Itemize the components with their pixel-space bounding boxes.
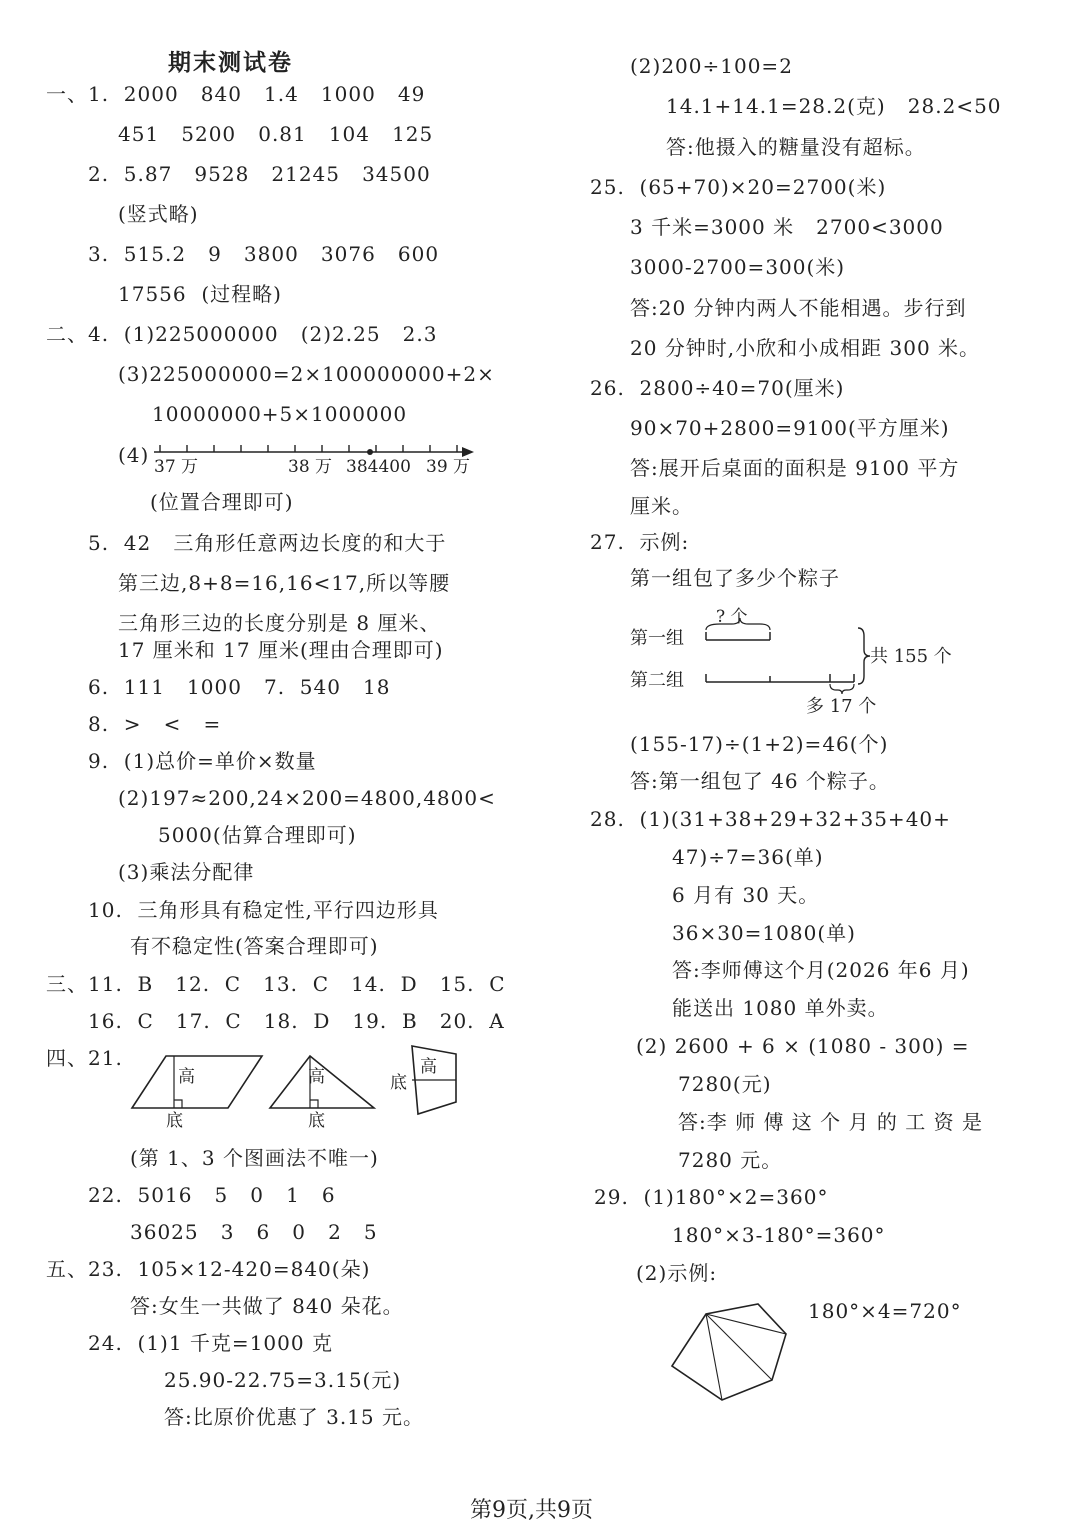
answer-line: (竖式略) bbox=[118, 202, 199, 226]
number-line bbox=[150, 438, 480, 480]
svg-text:高: 高 bbox=[178, 1067, 195, 1087]
answer-line: 10000000+5×1000000 bbox=[152, 402, 408, 426]
answer-line: 5. 42 三角形任意两边长度的和大于 bbox=[88, 531, 447, 555]
answer-line: 451 5200 0.81 104 125 bbox=[118, 122, 434, 146]
diagram-row2-label: 第二组 bbox=[630, 670, 684, 691]
answer-line: (2)197≈200,24×200=4800,4800< bbox=[118, 786, 496, 810]
answer-line: 答:第一组包了 46 个粽子。 bbox=[630, 769, 890, 793]
answer-line: 47)÷7=36(单) bbox=[672, 845, 824, 869]
answer-line: 答:20 分钟内两人不能相遇。步行到 bbox=[630, 296, 967, 320]
answer-line: 17556 (过程略) bbox=[118, 282, 282, 306]
svg-text:底: 底 bbox=[166, 1111, 183, 1131]
answer-line: 10. 三角形具有稳定性,平行四边形具 bbox=[88, 898, 439, 922]
answer-line: 5000(估算合理即可) bbox=[158, 823, 357, 847]
answer-line: 答:李 师 傅 这 个 月 的 工 资 是 bbox=[678, 1110, 983, 1134]
page-footer: 第9页,共9页 bbox=[470, 1498, 593, 1523]
line-segment-diagram bbox=[630, 602, 990, 718]
answer-line: 一、1. 2000 840 1.4 1000 49 bbox=[46, 82, 426, 106]
answer-line: 答:他摄入的糖量没有超标。 bbox=[666, 135, 926, 159]
answer-line: 25. (65+70)×20=2700(米) bbox=[590, 175, 887, 199]
answer-line: 22. 5016 5 0 1 6 bbox=[88, 1183, 336, 1207]
answer-line: 二、4. (1)225000000 (2)2.25 2.3 bbox=[46, 322, 438, 346]
page-title: 期末测试卷 bbox=[168, 49, 293, 76]
answer-line: (3)乘法分配律 bbox=[118, 860, 255, 884]
number-line-label: 38 万 bbox=[288, 457, 333, 477]
answer-line: (3)225000000=2×100000000+2× bbox=[118, 362, 495, 386]
answer-line: 17 厘米和 17 厘米(理由合理即可) bbox=[118, 638, 444, 662]
number-line-label: 37 万 bbox=[154, 457, 199, 477]
diagram-row1-label: 第一组 bbox=[630, 628, 684, 649]
answer-line: 答:李师傅这个月(2026 年6 月) bbox=[672, 958, 970, 982]
answer-line: 29. (1)180°×2=360° bbox=[594, 1185, 829, 1209]
answer-line: 答:比原价优惠了 3.15 元。 bbox=[164, 1405, 424, 1429]
answer-line: 6. 111 1000 7. 540 18 bbox=[88, 675, 391, 699]
answer-line: 26. 2800÷40=70(厘米) bbox=[590, 376, 845, 400]
height-base-figures bbox=[128, 1040, 468, 1132]
answer-line: 6 月有 30 天。 bbox=[672, 883, 820, 907]
answer-line: (155-17)÷(1+2)=46(个) bbox=[630, 732, 889, 756]
answer-line: 180°×4=720° bbox=[808, 1299, 962, 1323]
answer-line: 3 千米=3000 米 2700<3000 bbox=[630, 215, 944, 239]
answer-line: 36025 3 6 0 2 5 bbox=[130, 1220, 378, 1244]
answer-line: 9. (1)总价=单价×数量 bbox=[88, 749, 317, 773]
answer-line: (2) 2600 + 6 × (1080 - 300) = bbox=[636, 1034, 970, 1058]
heptagon-figure bbox=[668, 1300, 792, 1404]
answer-line: 7280 元。 bbox=[678, 1148, 783, 1172]
answer-line: 第一组包了多少个粽子 bbox=[630, 566, 840, 590]
answer-line: (位置合理即可) bbox=[150, 490, 294, 514]
answer-line: 27. 示例: bbox=[590, 530, 690, 554]
answer-line: 五、23. 105×12-420=840(朵) bbox=[46, 1257, 371, 1281]
answer-line: 2. 5.87 9528 21245 34500 bbox=[88, 162, 431, 186]
answer-line: 答:女生一共做了 840 朵花。 bbox=[130, 1294, 404, 1318]
answer-line: (2)200÷100=2 bbox=[630, 54, 793, 78]
answer-line: 180°×3-180°=360° bbox=[672, 1223, 886, 1247]
answer-line: 3. 515.2 9 3800 3076 600 bbox=[88, 242, 440, 266]
answer-line: 20 分钟时,小欣和小成相距 300 米。 bbox=[630, 336, 981, 360]
answer-line: 7280(元) bbox=[678, 1072, 772, 1096]
answer-line: 三、11. B 12. C 13. C 14. D 15. C bbox=[46, 972, 506, 996]
answer-line: 答:展开后桌面的面积是 9100 平方 bbox=[630, 456, 960, 480]
number-line-label: 384400 bbox=[346, 457, 411, 477]
answer-line: 24. (1)1 千克=1000 克 bbox=[88, 1331, 333, 1355]
svg-text:高: 高 bbox=[420, 1057, 437, 1077]
answer-line: 第三边,8+8=16,16<17,所以等腰 bbox=[118, 571, 451, 595]
svg-text:底: 底 bbox=[308, 1111, 325, 1131]
answer-line: 厘米。 bbox=[630, 494, 693, 518]
number-line-label: 39 万 bbox=[426, 457, 471, 477]
answer-line: 16. C 17. C 18. D 19. B 20. A bbox=[88, 1009, 505, 1033]
answer-line: 有不稳定性(答案合理即可) bbox=[130, 934, 379, 958]
answer-line: 3000-2700=300(米) bbox=[630, 255, 846, 279]
svg-text:高: 高 bbox=[308, 1067, 325, 1087]
answer-line: 能送出 1080 单外卖。 bbox=[672, 996, 889, 1020]
answer-line: 28. (1)(31+38+29+32+35+40+ bbox=[590, 807, 951, 831]
answer-line: 25.90-22.75=3.15(元) bbox=[164, 1368, 402, 1392]
answer-line: (4) bbox=[118, 443, 150, 467]
diagram-question-label: ? 个 bbox=[716, 607, 748, 627]
answer-line: 三角形三边的长度分别是 8 厘米、 bbox=[118, 611, 441, 635]
answer-line: 8. > < = bbox=[88, 712, 222, 736]
diagram-total-label: 共 155 个 bbox=[870, 646, 952, 667]
answer-line: 36×30=1080(单) bbox=[672, 921, 856, 945]
diagram-more-label: 多 17 个 bbox=[806, 696, 877, 717]
answer-line: 90×70+2800=9100(平方厘米) bbox=[630, 416, 950, 440]
svg-text:底: 底 bbox=[390, 1073, 407, 1093]
answer-line: (2)示例: bbox=[636, 1261, 718, 1285]
answer-line: (第 1、3 个图画法不唯一) bbox=[130, 1146, 379, 1170]
number-line-point bbox=[367, 449, 373, 455]
answer-line: 四、21. bbox=[46, 1046, 123, 1070]
answer-line: 14.1+14.1=28.2(克) 28.2<50 bbox=[666, 94, 1002, 118]
